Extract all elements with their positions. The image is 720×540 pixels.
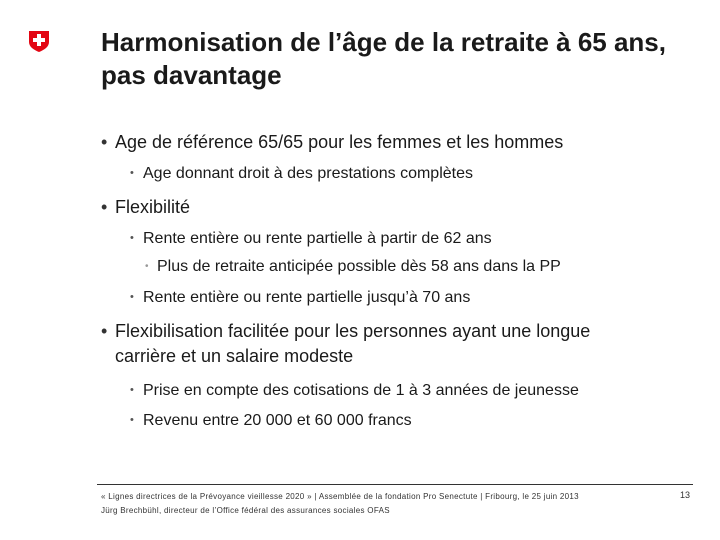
bullet-item xyxy=(101,319,661,369)
footer-author-line: Jürg Brechbühl, directeur de l’Office fédéral des assurances sociales OFAS xyxy=(101,506,390,515)
sub-bullet-item xyxy=(130,379,579,402)
page-number: 13 xyxy=(680,490,691,500)
bullet-icon: • xyxy=(130,167,134,179)
footer-event-line: « Lignes directrices de la Prévoyance vieillesse 2020 » | Assemblée de la fondation Pro Senectute | Fribourg, le 25 juin 2013 xyxy=(101,492,579,501)
bullet-icon: • xyxy=(101,132,108,152)
bullet-text: Revenu entre 20 000 et 60 000 francs xyxy=(143,412,412,429)
sub-bullet-item xyxy=(130,227,492,250)
bullet-text: Plus de retraite anticipée possible dès 58 ans dans la PP xyxy=(157,258,561,275)
bullet-item xyxy=(101,195,190,220)
bullet-text: Age de référence 65/65 pour les femmes et les hommes xyxy=(115,132,564,152)
bullet-text: Flexibilisation facilitée pour les personnes ayant une longue carrière et un salaire modeste xyxy=(115,321,591,366)
bullet-icon: • xyxy=(130,384,134,396)
bullet-icon: • xyxy=(101,321,108,341)
sub-sub-bullet-item xyxy=(145,256,561,278)
bullet-icon: • xyxy=(145,261,149,272)
bullet-icon: • xyxy=(101,197,108,217)
bullet-text: Age donnant droit à des prestations complètes xyxy=(143,165,473,182)
bullet-text: Flexibilité xyxy=(115,197,191,217)
bullet-text: Prise en compte des cotisations de 1 à 3 années de jeunesse xyxy=(143,382,579,399)
sub-bullet-item xyxy=(130,409,412,432)
bullet-icon: • xyxy=(130,291,134,303)
footer xyxy=(101,490,579,518)
slide-title: Harmonisation de l’âge de la retraite à 65 ans, pas davantage xyxy=(101,27,666,90)
bullet-icon: • xyxy=(130,232,134,244)
bullet-item xyxy=(101,130,563,155)
bullet-icon: • xyxy=(130,414,134,426)
bullet-text: Rente entière ou rente partielle jusqu’à 70 ans xyxy=(143,289,471,306)
sub-bullet-item xyxy=(130,286,470,309)
sub-bullet-item xyxy=(130,162,473,185)
bullet-text: Rente entière ou rente partielle à partir de 62 ans xyxy=(143,230,492,247)
footer-divider xyxy=(97,484,693,485)
swiss-cross-icon xyxy=(27,28,51,52)
